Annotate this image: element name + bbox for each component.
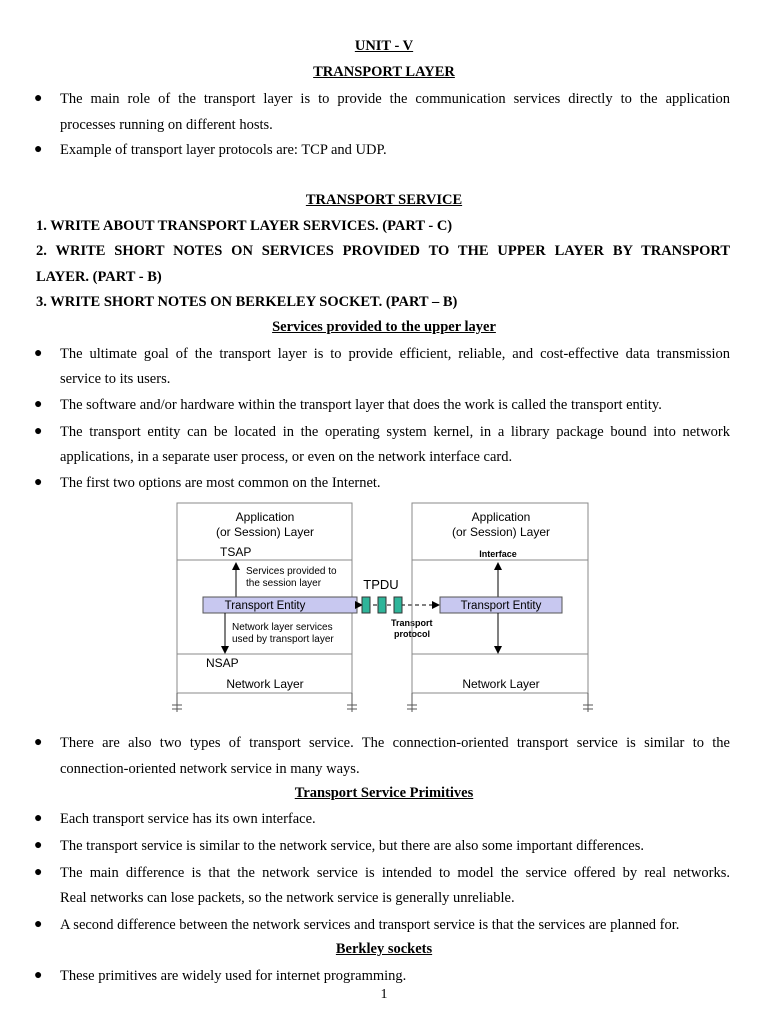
bullet-icon: ● bbox=[34, 397, 43, 412]
bullet-text: Real networks can lose packets, so the network service is generally unreliable. bbox=[60, 890, 515, 906]
interface-label: Interface bbox=[479, 549, 517, 559]
bullet-icon: ● bbox=[34, 811, 43, 826]
tpdu-label: TPDU bbox=[363, 577, 399, 592]
question-line: 2. WRITE SHORT NOTES ON SERVICES PROVIDED TO THE UPPER LAYER BY TRANSPORT bbox=[36, 243, 730, 259]
subsection-heading: Berkley sockets bbox=[335, 941, 433, 957]
tsap-label: TSAP bbox=[220, 545, 252, 559]
network-note: used by transport layer bbox=[232, 634, 334, 645]
bullet-text: The ultimate goal of the transport layer is to provide efficient, reliable, and cost-effective data transmission bbox=[60, 346, 730, 362]
left-entity-label: Transport Entity bbox=[224, 600, 306, 612]
bullet-text: The transport service is similar to the network service, but there are also some important differences. bbox=[60, 838, 644, 854]
nsap-label: NSAP bbox=[206, 656, 239, 670]
bullet-text: A second difference between the network services and transport service is that the services are planned for. bbox=[60, 917, 680, 933]
question-line: LAYER. (PART - B) bbox=[36, 269, 162, 285]
bullet-text: The transport entity can be located in the operating system kernel, in a library package bound into network bbox=[60, 424, 730, 440]
subsection-heading: Transport Service Primitives bbox=[294, 785, 474, 801]
bullet-text: The first two options are most common on the Internet. bbox=[60, 475, 381, 491]
bullet-icon: ● bbox=[34, 346, 43, 361]
tpdu-packet bbox=[362, 597, 370, 613]
left-network-label: Network Layer bbox=[226, 677, 304, 691]
bullet-icon: ● bbox=[34, 142, 43, 157]
bullet-icon: ● bbox=[34, 865, 43, 880]
bullet-text: service to its users. bbox=[60, 371, 171, 387]
bullet-text: The software and/or hardware within the transport layer that does the work is called the transport entity. bbox=[60, 397, 662, 413]
tpdu-packet bbox=[378, 597, 386, 613]
bullet-text: applications, in a separate user process, or even on the network interface card. bbox=[60, 449, 513, 465]
question-line: 1. WRITE ABOUT TRANSPORT LAYER SERVICES. (PART - C) bbox=[36, 218, 453, 234]
bullet-text: The main role of the transport layer is to provide the communication services directly to the application bbox=[60, 91, 730, 107]
bullet-text: Example of transport layer protocols are: TCP and UDP. bbox=[60, 142, 387, 158]
section-heading: TRANSPORT SERVICE bbox=[305, 192, 463, 208]
bullet-text: Each transport service has its own interface. bbox=[60, 811, 316, 827]
bullet-icon: ● bbox=[34, 735, 43, 750]
transport-entity-diagram bbox=[170, 500, 600, 720]
bullet-icon: ● bbox=[34, 91, 43, 106]
protocol-label: protocol bbox=[394, 629, 430, 639]
bullet-text: connection-oriented network service in many ways. bbox=[60, 761, 360, 777]
protocol-label: Transport bbox=[391, 618, 433, 628]
unit-title: UNIT - V bbox=[354, 38, 414, 54]
services-note: Services provided to bbox=[246, 566, 337, 577]
services-note: the session layer bbox=[246, 578, 322, 589]
bullet-icon: ● bbox=[34, 968, 43, 983]
bullet-text: These primitives are widely used for internet programming. bbox=[60, 968, 407, 984]
bullet-text: processes running on different hosts. bbox=[60, 117, 273, 133]
right-app-label: Application bbox=[471, 510, 531, 524]
left-app-label: (or Session) Layer bbox=[215, 525, 315, 539]
tpdu-packet bbox=[394, 597, 402, 613]
left-app-label: Application bbox=[235, 510, 295, 524]
page-number: 1 bbox=[380, 987, 388, 1002]
bullet-icon: ● bbox=[34, 424, 43, 439]
right-entity-label: Transport Entity bbox=[460, 600, 542, 612]
bullet-text: There are also two types of transport service. The connection-oriented transport service is similar to the bbox=[60, 735, 730, 751]
network-note: Network layer services bbox=[232, 622, 333, 633]
section-title: TRANSPORT LAYER bbox=[313, 64, 455, 80]
bullet-icon: ● bbox=[34, 917, 43, 932]
right-app-label: (or Session) Layer bbox=[451, 525, 551, 539]
bullet-icon: ● bbox=[34, 838, 43, 853]
bullet-text: The main difference is that the network service is intended to model the service offered by real networks. bbox=[60, 865, 730, 881]
bullet-icon: ● bbox=[34, 475, 43, 490]
question-line: 3. WRITE SHORT NOTES ON BERKELEY SOCKET. (PART – B) bbox=[36, 294, 458, 310]
right-network-label: Network Layer bbox=[462, 677, 540, 691]
subsection-heading: Services provided to the upper layer bbox=[272, 319, 496, 335]
